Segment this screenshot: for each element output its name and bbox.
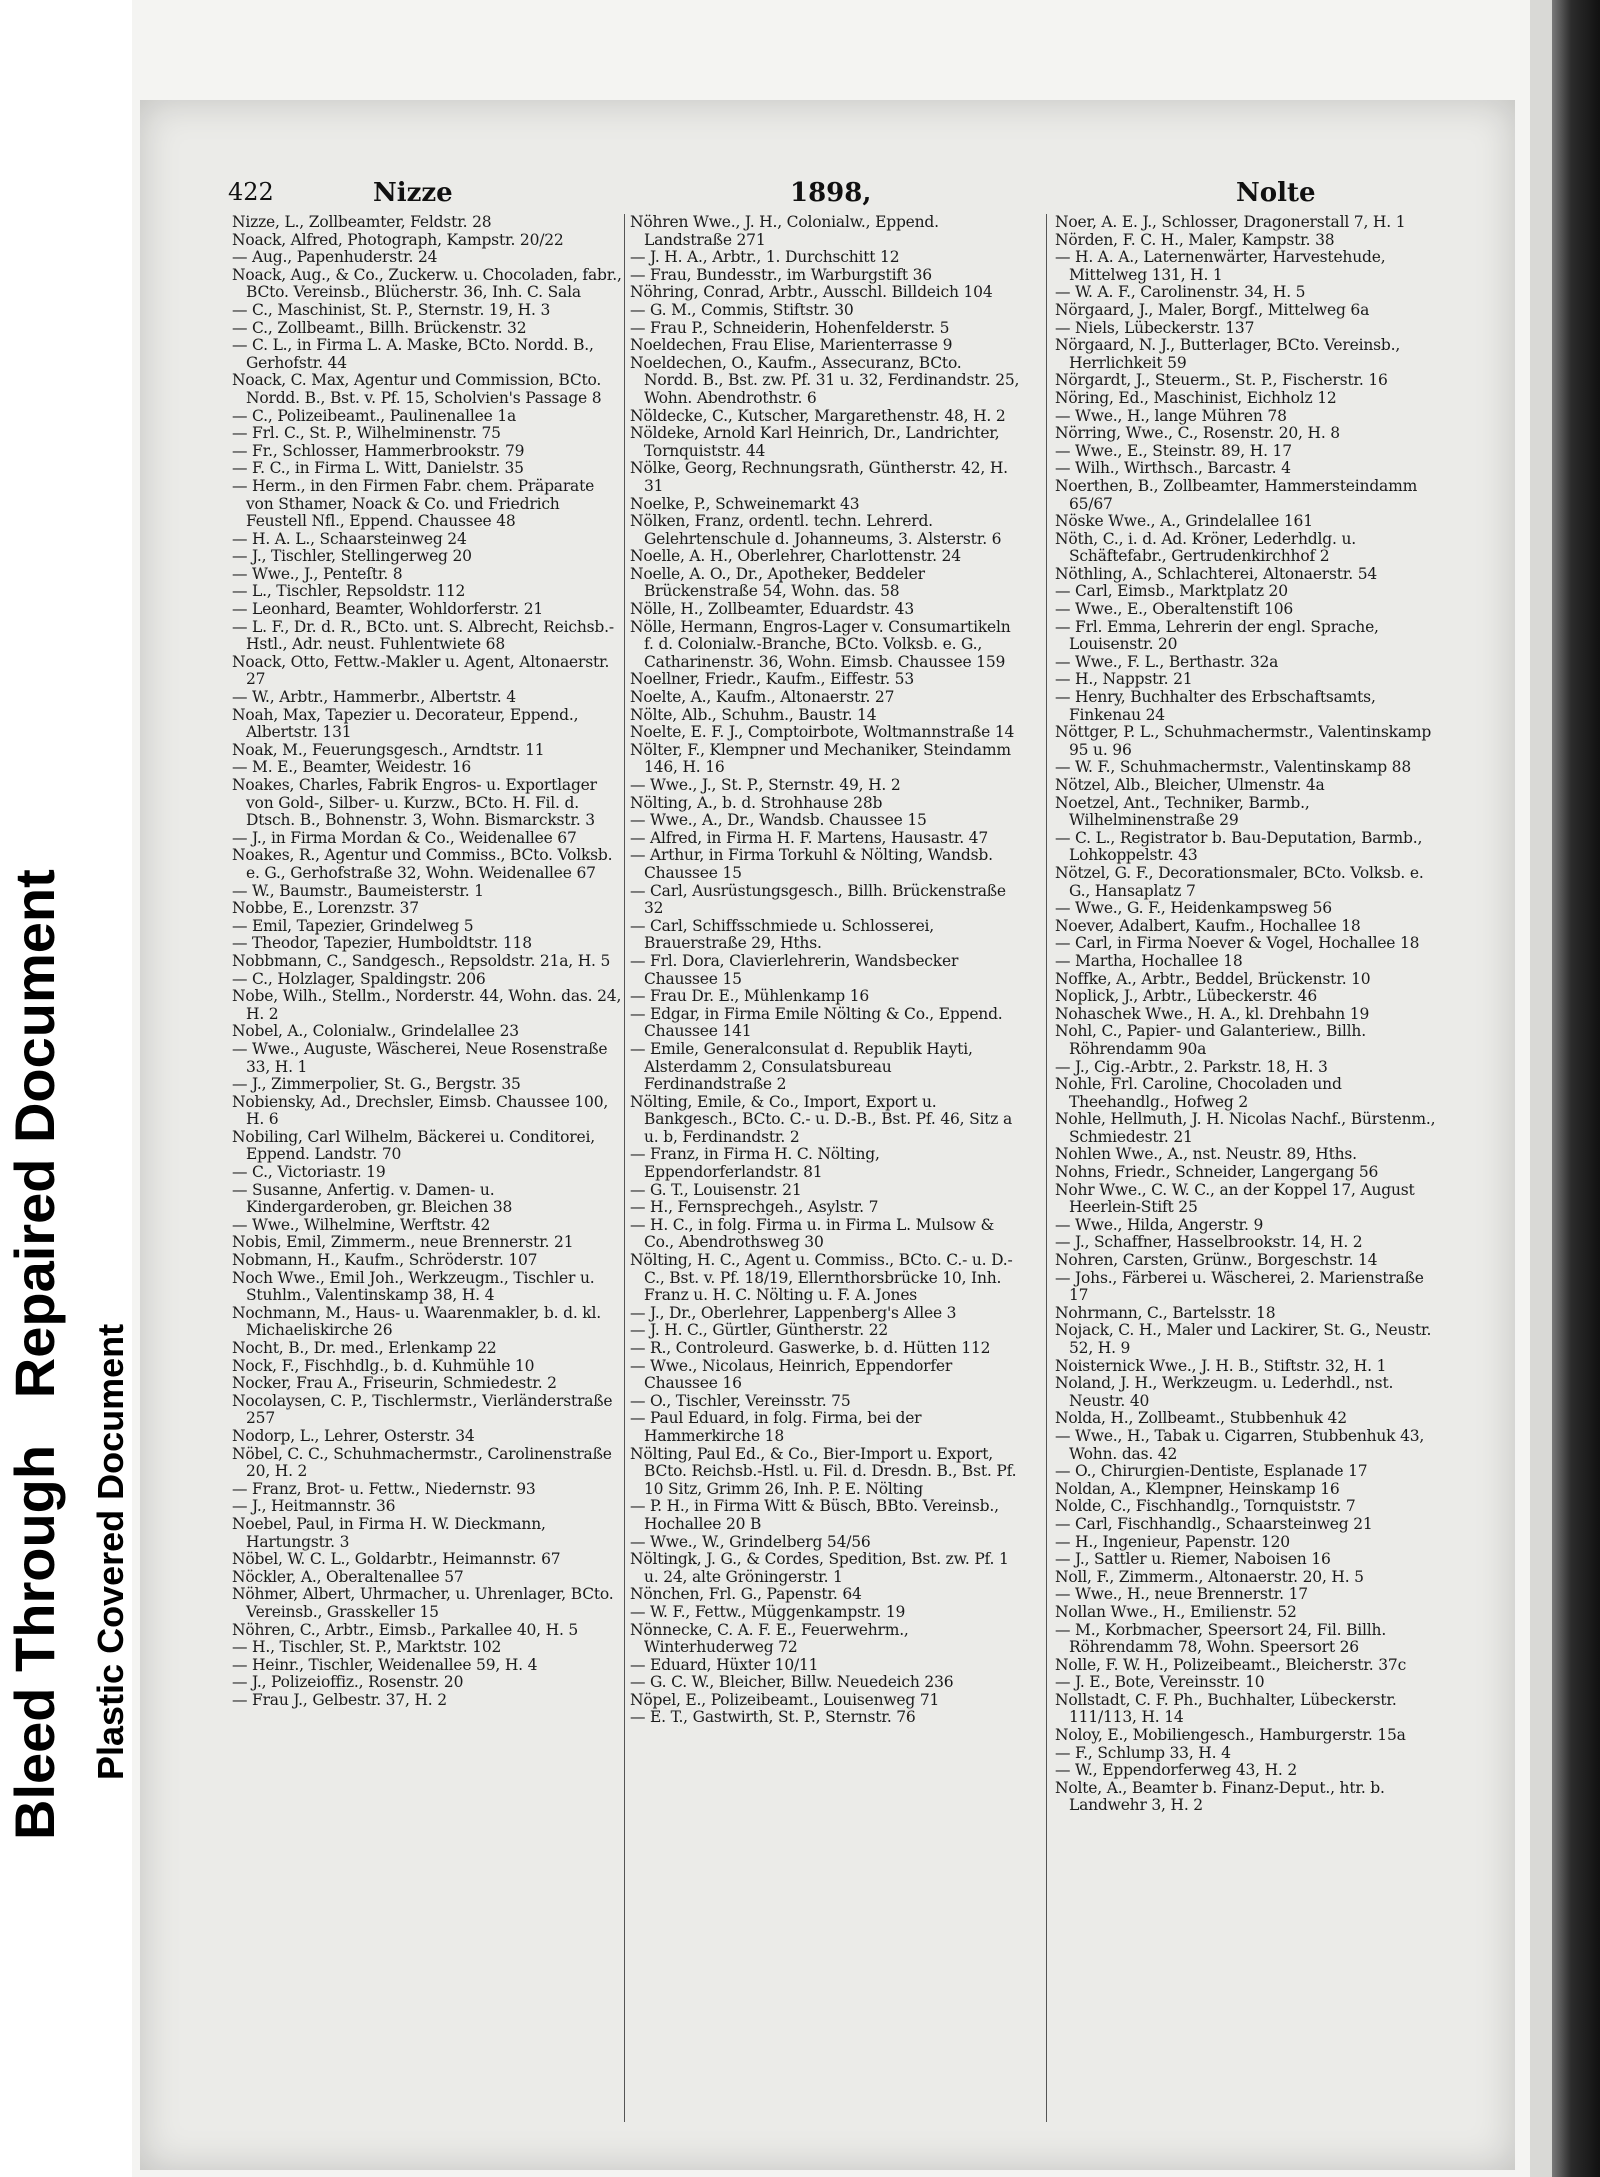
directory-entry: Nöthling, A., Schlachterei, Altonaerstr. 54 [1055,564,1378,583]
directory-entry: — C. L., Registrator b. Bau-Deputation, Barmb., Lohkoppelstr. 43 [1055,828,1423,865]
directory-entry: — C., Maschinist, St. P., Sternstr. 19, H. 3 [232,300,551,319]
directory-entry: Nobiensky, Ad., Drechsler, Eimsb. Chaussee 100, H. 6 [232,1092,609,1129]
directory-entry: — J. E., Bote, Vereinsstr. 10 [1055,1673,1265,1692]
directory-entry: — H., Fernsprechgeh., Asylstr. 7 [630,1198,879,1217]
directory-entry: Nöhren Wwe., J. H., Colonialw., Eppend. Landstraße 271 [630,214,939,249]
directory-entry: — Wwe., J., St. P., Sternstr. 49, H. 2 [630,776,901,794]
directory-entry: Noelte, E. F. J., Comptoirbote, Woltmannstraße 14 [630,723,1015,742]
directory-entry: Nohle, Hellmuth, J. H. Nicolas Nachf., Bürstenm., Schmiedestr. 21 [1055,1110,1436,1146]
directory-entry: Noever, Adalbert, Kaufm., Hochallee 18 [1055,916,1361,935]
directory-entry: Noack, Otto, Fettw.-Makler u. Agent, Altonaerstr. 27 [232,652,610,689]
directory-entry: — Henry, Buchhalter des Erbschaftsamts, Finkenau 24 [1055,688,1376,724]
directory-entry: — F. C., in Firma L. Witt, Danielstr. 35 [232,459,524,478]
directory-entry: — J., Tischler, Stellingerweg 20 [232,547,472,566]
directory-entry: Noebel, Paul, in Firma H. W. Dieckmann, Hartungstr. 3 [232,1514,546,1551]
directory-entry: — Herm., in den Firmen Fabr. chem. Präparate von Sthamer, Noack & Co. und Friedrich Feustell Nfl., Eppend. Chaussee 48 [232,476,595,531]
label-plastic-covered: Plastic Covered Document [90,1323,131,1780]
directory-entry: Noland, J. H., Werkzeugm. u. Lederhdl., nst. Neustr. 40 [1055,1374,1394,1410]
running-head-left: Nizze [373,178,453,208]
directory-entry: — Aug., Papenhuderstr. 24 [232,248,438,267]
directory-entry: Nobis, Emil, Zimmerm., neue Brennerstr. 21 [232,1233,574,1252]
directory-entry: — C., Zollbeamt., Billh. Brückenstr. 32 [232,318,527,337]
directory-entry: Nocolaysen, C. P., Tischlermstr., Vierländerstraße 257 [232,1391,613,1428]
directory-column-2 [630,214,1020,2134]
directory-entry: — J. H. C., Gürtler, Güntherstr. 22 [630,1321,889,1340]
directory-entry: — J., Heitmannstr. 36 [232,1497,396,1516]
directory-entry: — Carl, Ausrüstungsgesch., Billh. Brückenstraße 32 [630,881,1006,918]
directory-entry: Nörgardt, J., Steuerm., St. P., Fischerstr. 16 [1055,371,1388,390]
directory-entry: Nöpel, E., Polizeibeamt., Louisenweg 71 [630,1690,940,1709]
directory-entry: Nolle, F. W. H., Polizeibeamt., Bleicherstr. 37c [1055,1655,1407,1674]
directory-entry: — J. H. A., Arbtr., 1. Durchschitt 12 [630,248,900,267]
directory-entry: Nolte, A., Beamter b. Finanz-Deput., htr. b. Landwehr 3, H. 2 [1055,1778,1385,1815]
directory-entry: — Paul Eduard, in folg. Firma, bei der Hammerkirche 18 [630,1409,922,1445]
directory-entry: — H. C., in folg. Firma u. in Firma L. Mulsow & Co., Abendrothsweg 30 [630,1215,995,1252]
directory-entry: — J., Sattler u. Riemer, Naboisen 16 [1055,1550,1331,1569]
directory-entry: Nötzel, Alb., Bleicher, Ulmenstr. 4a [1055,776,1325,794]
directory-entry: — Carl, in Firma Noever & Vogel, Hochallee 18 [1055,934,1420,953]
directory-entry: — Johs., Färberei u. Wäscherei, 2. Marienstraße 17 [1055,1268,1424,1305]
directory-entry: Nocht, B., Dr. med., Erlenkamp 22 [232,1339,497,1357]
directory-entry: — M. E., Beamter, Weidestr. 16 [232,758,472,777]
directory-entry: Nobmann, H., Kaufm., Schröderstr. 107 [232,1251,538,1270]
directory-entry: — Wwe., Wilhelmine, Werftstr. 42 [232,1215,491,1234]
directory-entry: Nöske Wwe., A., Grindelallee 161 [1055,512,1313,531]
directory-entry: — P. H., in Firma Witt & Büsch, BBto. Vereinsb., Hochallee 20 B [630,1497,999,1533]
directory-entry: Noeldechen, Frau Elise, Marienterrasse 9 [630,336,953,355]
directory-entry: — C. L., in Firma L. A. Maske, BCto. Nordd. B., Gerhofstr. 44 [232,336,594,372]
directory-entry: — Wwe., H., lange Mühren 78 [1055,406,1287,425]
directory-entry: — Niels, Lübeckerstr. 137 [1055,318,1255,337]
directory-entry: Noelle, A. H., Oberlehrer, Charlottenstr. 24 [630,547,961,566]
directory-entry: — Wwe., W., Grindelberg 54/56 [630,1532,871,1551]
directory-entry: — E. T., Gastwirth, St. P., Sternstr. 76 [630,1708,916,1727]
directory-entry: — W., Arbtr., Hammerbr., Albertstr. 4 [232,688,516,707]
directory-entry: Noah, Max, Tapezier u. Decorateur, Eppend., Albertstr. 131 [232,705,579,742]
directory-entry: Nörring, Wwe., C., Rosenstr. 20, H. 8 [1055,424,1340,443]
directory-entry: Noffke, A., Arbtr., Beddel, Brückenstr. 10 [1055,969,1371,988]
directory-entry: — Frau Dr. E., Mühlenkamp 16 [630,987,870,1006]
directory-entry: — Wwe., H., Tabak u. Cigarren, Stubbenhuk 43, Wohn. das. 42 [1055,1426,1425,1463]
directory-entry: — L. F., Dr. d. R., BCto. unt. S. Albrecht, Reichsb.-Hstl., Adr. neust. Fuhlentwiete 68 [232,617,614,654]
directory-entry: — Heinr., Tischler, Weidenallee 59, H. 4 [232,1655,538,1674]
directory-entry: — Wwe., Auguste, Wäscherei, Neue Rosenstraße 33, H. 1 [232,1039,608,1076]
directory-entry: — Wwe., Nicolaus, Heinrich, Eppendorfer Chaussee 16 [630,1356,953,1393]
directory-entry: — Wwe., E., Oberaltenstift 106 [1055,600,1294,619]
directory-entry: — O., Tischler, Vereinsstr. 75 [630,1391,851,1410]
column-rule [1046,214,1047,2122]
label-bleed-through: Bleed Through [3,1444,66,1840]
directory-entry: — W. F., Schuhmachermstr., Valentinskamp 88 [1055,758,1411,777]
directory-entry: — R., Controleurd. Gaswerke, b. d. Hütten 112 [630,1339,991,1357]
directory-entry: Noellner, Friedr., Kaufm., Eiffestr. 53 [630,670,915,689]
directory-entry: Nocker, Frau A., Friseurin, Schmiedestr. 2 [232,1374,557,1393]
directory-entry: — L., Tischler, Repsoldstr. 112 [232,582,466,601]
directory-entry: — W., Baumstr., Baumeisterstr. 1 [232,881,484,900]
directory-entry: Nöbel, W. C. L., Goldarbtr., Heimannstr. 67 [232,1550,561,1569]
directory-entry: Noack, C. Max, Agentur und Commission, BCto. Nordd. B., Bst. v. Pf. 15, Scholvien's Passage 8 [232,371,602,407]
directory-entry: — Theodor, Tapezier, Humboldtstr. 118 [232,934,532,953]
running-head-right: Nolte [1236,178,1316,208]
directory-entry: — Franz, Brot- u. Fettw., Niedernstr. 93 [232,1479,536,1498]
directory-entry: Nochmann, M., Haus- u. Waarenmakler, b. d. kl. Michaeliskirche 26 [232,1303,601,1340]
directory-entry: Noakes, Charles, Fabrik Engros- u. Exportlager von Gold-, Silber- u. Kurzw., BCto. H. Fil. d. Dtsch. B., Bohnenstr. 3, Wohn. Bismarckstr. 3 [232,776,597,830]
directory-entry: — H., Ingenieur, Papenstr. 120 [1055,1532,1290,1551]
directory-entry: Nobiling, Carl Wilhelm, Bäckerei u. Conditorei, Eppend. Landstr. 70 [232,1127,595,1164]
directory-entry: Nolda, H., Zollbeamt., Stubbenhuk 42 [1055,1409,1347,1428]
directory-entry: Nohlen Wwe., A., nst. Neustr. 89, Hths. [1055,1145,1357,1164]
directory-entry: — Wwe., J., Penteſtr. 8 [232,564,403,583]
directory-entry: Nohle, Frl. Caroline, Chocoladen und Theehandlg., Hofweg 2 [1055,1075,1342,1111]
directory-entry: — Leonhard, Beamter, Wohldorferstr. 21 [232,600,544,619]
directory-entry: Nölle, H., Zollbeamter, Eduardstr. 43 [630,600,915,619]
directory-entry: Nötzel, G. F., Decorationsmaler, BCto. Volksb. e. G., Hansaplatz 7 [1055,863,1424,900]
directory-entry: Nohrmann, C., Bartelsstr. 18 [1055,1303,1276,1322]
directory-entry: Nölte, Alb., Schuhm., Baustr. 14 [630,705,877,724]
directory-entry: — Wwe., G. F., Heidenkampsweg 56 [1055,899,1332,918]
directory-entry: — Wwe., F. L., Berthastr. 32a [1055,652,1279,671]
directory-entry: Noetzel, Ant., Techniker, Barmb., Wilhelminenstraße 29 [1055,793,1310,830]
directory-entry: — O., Chirurgien-Dentiste, Esplanade 17 [1055,1462,1368,1481]
directory-entry: Noeldechen, O., Kaufm., Assecuranz, BCto. Nordd. B., Bst. zw. Pf. 31 u. 32, Ferdinandstr. 25, Wohn. Abendrothstr. 6 [630,353,1020,407]
directory-entry: — G. M., Commis, Stiftstr. 30 [630,300,854,319]
directory-entry: Nöltingk, J. G., & Cordes, Spedition, Bst. zw. Pf. 1 u. 24, alte Gröningerstr. 1 [630,1550,1009,1586]
directory-entry: Nöldecke, C., Kutscher, Margarethenstr. 48, H. 2 [630,406,1006,425]
directory-entry: — H. A. L., Schaarsteinweg 24 [232,529,467,548]
directory-entry: Noldan, A., Klempner, Heinskamp 16 [1055,1479,1340,1498]
directory-entry: Nölting, A., b. d. Strohhause 28b [630,793,883,812]
directory-entry: — C., Polizeibeamt., Paulinenallee 1a [232,406,517,425]
directory-entry: — Carl, Eimsb., Marktplatz 20 [1055,582,1288,601]
directory-entry: — G. C. W., Bleicher, Billw. Neuedeich 236 [630,1673,954,1692]
directory-entry: Nobel, A., Colonialw., Grindelallee 23 [232,1022,519,1041]
directory-entry: — Frau J., Gelbestr. 37, H. 2 [232,1690,447,1709]
directory-entry: Nollstadt, C. F. Ph., Buchhalter, Lübeckerstr. 111/113, H. 14 [1055,1690,1397,1727]
directory-entry: Nölting, Emile, & Co., Import, Export u. Bankgesch., BCto. C.- u. D.-B., Bst. Pf. 46, Sitz a u. b, Ferdinandstr. 2 [630,1092,1013,1146]
directory-entry: — J., Zimmerpolier, St. G., Bergstr. 35 [232,1075,521,1094]
directory-entry: — H., Tischler, St. P., Marktstr. 102 [232,1638,502,1657]
directory-entry: Noelte, A., Kaufm., Altonaerstr. 27 [630,688,895,707]
directory-entry: — Emile, Generalconsulat d. Republik Hayti, Alsterdamm 2, Consulatsbureau Ferdinandstraße 2 [630,1039,973,1094]
facing-page-edge [1530,0,1552,2177]
directory-entry: — Emil, Tapezier, Grindelweg 5 [232,916,474,935]
directory-entry: Noack, Alfred, Photograph, Kampstr. 20/22 [232,230,564,249]
directory-entry: Noll, F., Zimmerm., Altonaerstr. 20, H. 5 [1055,1567,1364,1586]
directory-entry: Nohren, Carsten, Grünw., Borgeschstr. 14 [1055,1251,1378,1270]
directory-entry: — J., Polizeioffiz., Rosenstr. 20 [232,1673,464,1692]
directory-entry: Nodorp, L., Lehrer, Osterstr. 34 [232,1426,475,1445]
directory-entry: Noch Wwe., Emil Joh., Werkzeugm., Tischler u. Stuhlm., Valentinskamp 38, H. 4 [232,1268,595,1305]
directory-entry: Nollan Wwe., H., Emilienstr. 52 [1055,1602,1297,1621]
directory-entry: — J., Schaffner, Hasselbrookstr. 14, H. 2 [1055,1233,1363,1252]
directory-entry: — M., Korbmacher, Speersort 24, Fil. Billh. Röhrendamm 78, Wohn. Speersort 26 [1055,1620,1387,1657]
directory-entry: — Wwe., Hilda, Angerstr. 9 [1055,1215,1264,1234]
directory-entry: Nojack, C. H., Maler und Lackirer, St. G., Neustr. 52, H. 9 [1055,1321,1432,1357]
directory-entry: — F., Schlump 33, H. 4 [1055,1743,1231,1762]
directory-entry: — H., Nappstr. 21 [1055,670,1193,689]
page-number: 422 [228,178,274,206]
directory-entry: — Susanne, Anfertig. v. Damen- u. Kindergarderoben, gr. Bleichen 38 [232,1180,513,1217]
directory-entry: Nölting, H. C., Agent u. Commiss., BCto. C.- u. D.-C., Bst. v. Pf. 18/19, Ellernthorsbrücke 10, Inh. Franz u. H. C. Nölting u. F. A. Jones [630,1251,1013,1305]
directory-entry: — C., Holzlager, Spaldingstr. 206 [232,969,486,988]
directory-entry: Nobe, Wilh., Stellm., Norderstr. 44, Wohn. das. 24, H. 2 [232,987,622,1023]
directory-entry: Nöhren, C., Arbtr., Eimsb., Parkallee 40, H. 5 [232,1620,579,1639]
directory-entry: Nöhmer, Albert, Uhrmacher, u. Uhrenlager, BCto. Vereinsb., Grasskeller 15 [232,1585,614,1621]
directory-column-3 [1055,214,1445,2134]
directory-entry: — J., in Firma Mordan & Co., Weidenallee 67 [232,828,577,847]
directory-entry: Noakes, R., Agentur und Commiss., BCto. Volksb. e. G., Gerhofstraße 32, Wohn. Weidenallee 67 [232,846,613,882]
directory-entry: Nobbmann, C., Sandgesch., Repsoldstr. 21a, H. 5 [232,951,611,970]
directory-entry: Nohaschek Wwe., H. A., kl. Drehbahn 19 [1055,1004,1370,1023]
directory-entry: Noisternick Wwe., J. H. B., Stiftstr. 32, H. 1 [1055,1356,1387,1375]
directory-entry: Noerthen, B., Zollbeamter, Hammersteindamm 65/67 [1055,476,1418,513]
directory-entry: — Edgar, in Firma Emile Nölting & Co., Eppend. Chaussee 141 [630,1004,1003,1041]
directory-entry: Nobbe, E., Lorenzstr. 37 [232,899,419,918]
running-head-year: 1898, [790,178,872,208]
directory-entry: Nizze, L., Zollbeamter, Feldstr. 28 [232,214,492,231]
directory-entry: Noack, Aug., & Co., Zuckerw. u. Chocoladen, fabr., BCto. Vereinsb., Blücherstr. 36, Inh. C. Sala [232,265,622,302]
directory-entry: — J., Dr., Oberlehrer, Lappenberg's Allee 3 [630,1303,957,1322]
directory-entry: — Carl, Fischhandlg., Schaarsteinweg 21 [1055,1514,1373,1533]
directory-entry: Noelle, A. O., Dr., Apotheker, Beddeler Brückenstraße 54, Wohn. das. 58 [630,564,925,601]
side-label-bleed-repaired [2,869,67,1840]
directory-entry: — Wwe., E., Steinstr. 89, H. 17 [1055,441,1292,460]
directory-entry: Nönnecke, C. A. F. E., Feuerwehrm., Winterhuderweg 72 [630,1620,909,1657]
directory-entry: Nöbel, C. C., Schuhmachermstr., Carolinenstraße 20, H. 2 [232,1444,612,1481]
directory-entry: Nölle, Hermann, Engros-Lager v. Consumartikeln f. d. Colonialw.-Branche, BCto. Volksb. e. G., Catharinenstr. 36, Wohn. Eimsb. Chaussee 159 [630,617,1011,671]
directory-entry: Nöckler, A., Oberaltenallee 57 [232,1567,464,1586]
column-rule [624,214,625,2122]
directory-entry: — J., Cig.-Arbtr., 2. Parkstr. 18, H. 3 [1055,1057,1328,1076]
directory-entry: Nölken, Franz, ordentl. techn. Lehrerd. Gelehrtenschule d. Johanneums, 3. Alsterstr. 6 [630,512,1002,548]
directory-entry: — Wwe., H., neue Brennerstr. 17 [1055,1585,1308,1604]
directory-entry: Nörgaard, J., Maler, Borgf., Mittelweg 6a [1055,300,1370,319]
directory-entry: Noelke, P., Schweinemarkt 43 [630,494,860,513]
directory-entry: — Arthur, in Firma Torkuhl & Nölting, Wandsb. Chaussee 15 [630,846,993,882]
directory-entry: — Wilh., Wirthsch., Barcastr. 4 [1055,459,1291,478]
directory-entry: Nöhring, Conrad, Arbtr., Ausschl. Billdeich 104 [630,283,993,302]
directory-entry: Noak, M., Feuerungsgesch., Arndtstr. 11 [232,740,545,759]
directory-entry: — Frau P., Schneiderin, Hohenfelderstr. 5 [630,318,950,337]
directory-entry: Noer, A. E. J., Schlosser, Dragonerstall 7, H. 1 [1055,214,1406,231]
directory-entry: — G. T., Louisenstr. 21 [630,1180,802,1199]
directory-entry: — Franz, in Firma H. C. Nölting, Eppendorferlandstr. 81 [630,1145,880,1182]
directory-entry: Nohns, Friedr., Schneider, Langergang 56 [1055,1163,1379,1182]
directory-entry: — Wwe., A., Dr., Wandsb. Chaussee 15 [630,811,927,830]
directory-entry: Nöldeke, Arnold Karl Heinrich, Dr., Landrichter, Tornquiststr. 44 [630,424,1000,460]
directory-entry: Nohl, C., Papier- und Galanteriew., Billh. Röhrendamm 90a [1055,1022,1366,1058]
directory-entry: — Frl. Dora, Clavierlehrerin, Wandsbecker Chaussee 15 [630,951,959,988]
directory-entry: Nölting, Paul Ed., & Co., Bier-Import u. Export, BCto. Reichsb.-Hstl. u. Fil. d. Dresdn. B., Bst. Pf. 10 Sitz, Grimm 26, Inh. P. E. Nölting [630,1444,1017,1498]
directory-column-1 [232,214,622,2134]
directory-entry: — W., Eppendorferweg 43, H. 2 [1055,1761,1298,1780]
directory-entry: Nölter, F., Klempner und Mechaniker, Steindamm 146, H. 16 [630,740,1011,777]
directory-entry: — W. A. F., Carolinenstr. 34, H. 5 [1055,283,1306,302]
page-header [228,178,1496,214]
directory-entry: Noplick, J., Arbtr., Lübeckerstr. 46 [1055,987,1317,1006]
side-labels [0,600,160,1840]
directory-entry: Nörgaard, N. J., Butterlager, BCto. Vereinsb., Herrlichkeit 59 [1055,336,1401,372]
directory-entry: — Eduard, Hüxter 10/11 [630,1655,819,1674]
directory-entry: Nohr Wwe., C. W. C., an der Koppel 17, August Heerlein-Stift 25 [1055,1180,1415,1217]
directory-entry: Nölke, Georg, Rechnungsrath, Güntherstr. 42, H. 31 [630,459,1008,495]
directory-entry: Nönchen, Frl. G., Papenstr. 64 [630,1585,862,1604]
directory-entry: — Martha, Hochallee 18 [1055,951,1243,970]
label-repaired-document: Repaired Document [3,869,66,1399]
directory-entry: Nolde, C., Fischhandlg., Tornquiststr. 7 [1055,1497,1356,1516]
directory-entry: — Alfred, in Firma H. F. Martens, Hausastr. 47 [630,828,989,847]
directory-entry: — Frau, Bundesstr., im Warburgstift 36 [630,265,932,284]
directory-entry: Nöth, C., i. d. Ad. Kröner, Lederhdlg. u. Schäftefabr., Gertrudenkirchhof 2 [1055,529,1356,566]
directory-entry: — W. F., Fettw., Müggenkampstr. 19 [630,1602,906,1621]
directory-entry: — Frl. Emma, Lehrerin der engl. Sprache, Louisenstr. 20 [1055,617,1379,654]
directory-entry: — Fr., Schlosser, Hammerbrookstr. 79 [232,441,525,460]
directory-entry: Nock, F., Fischhdlg., b. d. Kuhmühle 10 [232,1356,535,1375]
book-gutter-shadow [1552,0,1600,2177]
directory-entry: Noloy, E., Mobiliengesch., Hamburgerstr. 15a [1055,1726,1406,1745]
directory-entry: — Carl, Schiffsschmiede u. Schlosserei, Brauerstraße 29, Hths. [630,916,935,953]
directory-entry: — Frl. C., St. P., Wilhelminenstr. 75 [232,424,501,443]
directory-entry: Nörden, F. C. H., Maler, Kampstr. 38 [1055,230,1335,249]
directory-entry: — H. A. A., Laternenwärter, Harvestehude, Mittelweg 131, H. 1 [1055,248,1386,284]
directory-entry: — C., Victoriastr. 19 [232,1163,386,1182]
directory-entry: Nöttger, P. L., Schuhmachermstr., Valentinskamp 95 u. 96 [1055,723,1432,759]
directory-entry: Nöring, Ed., Maschinist, Eichholz 12 [1055,388,1337,407]
